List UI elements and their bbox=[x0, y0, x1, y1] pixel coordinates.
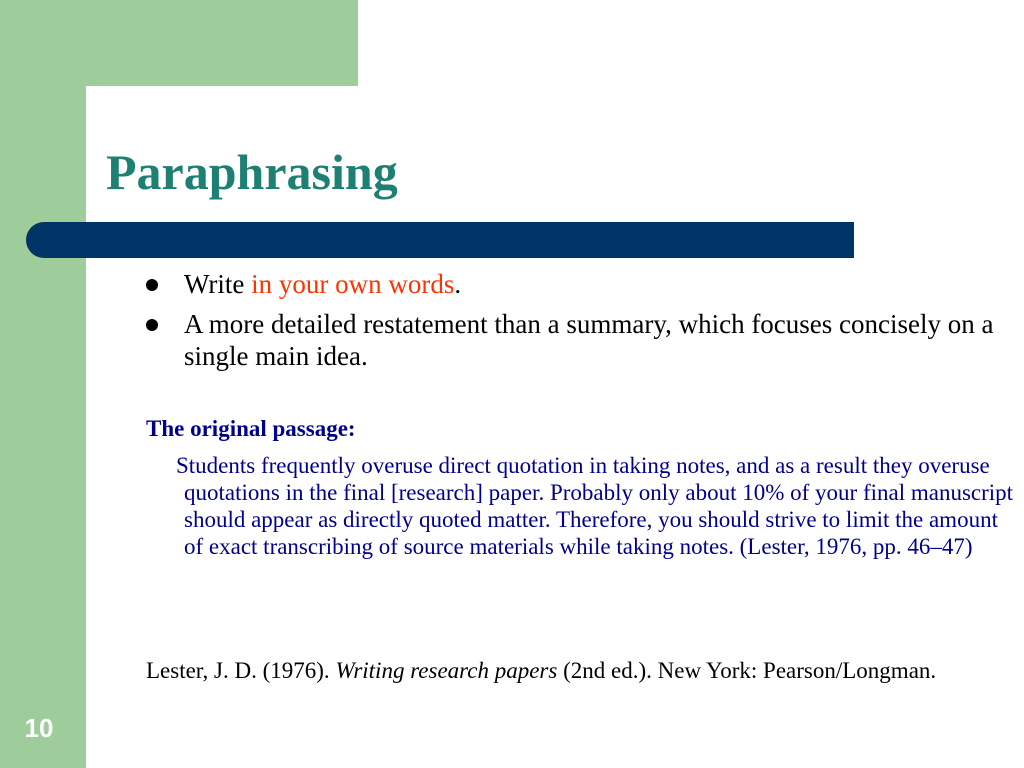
left-green-band bbox=[0, 0, 86, 768]
bullet-own-words bbox=[146, 268, 1016, 300]
reference-details: (2nd ed.). New York: Pearson/Longman. bbox=[557, 658, 937, 683]
bullet-text: A more detailed restatement than a summary, which focuses concisely on a single main idea. bbox=[184, 309, 994, 371]
slide-number: 10 bbox=[24, 713, 54, 743]
bullet-dot-icon bbox=[146, 279, 158, 291]
bullet-restatement bbox=[146, 308, 1016, 372]
slide-title: Paraphrasing bbox=[106, 144, 398, 200]
bullet-text: Write bbox=[184, 269, 252, 299]
passage-text: Students frequently overuse direct quotation in taking notes, and as a result they overuse quotations in the final [research] paper. Probably only about 10% of your final manuscript should appear as directly quoted matter. Therefore, you should strive to limit the amount of exact transcribing of source materials while taking notes. (Lester, 1976, pp. 46–47) bbox=[176, 453, 1014, 559]
reference-work-title: Writing research papers bbox=[335, 658, 558, 683]
passage-heading: The original passage: bbox=[146, 416, 356, 441]
title-underline-bar bbox=[26, 222, 854, 258]
bullet-list bbox=[146, 268, 1016, 380]
reference-citation bbox=[146, 654, 1000, 688]
bullet-text-end: . bbox=[454, 269, 462, 299]
top-green-band bbox=[0, 0, 358, 86]
reference-author-date: Lester, J. D. (1976). bbox=[146, 658, 336, 683]
bullet-highlight: in your own words bbox=[251, 269, 455, 299]
bullet-dot-icon bbox=[146, 319, 158, 331]
